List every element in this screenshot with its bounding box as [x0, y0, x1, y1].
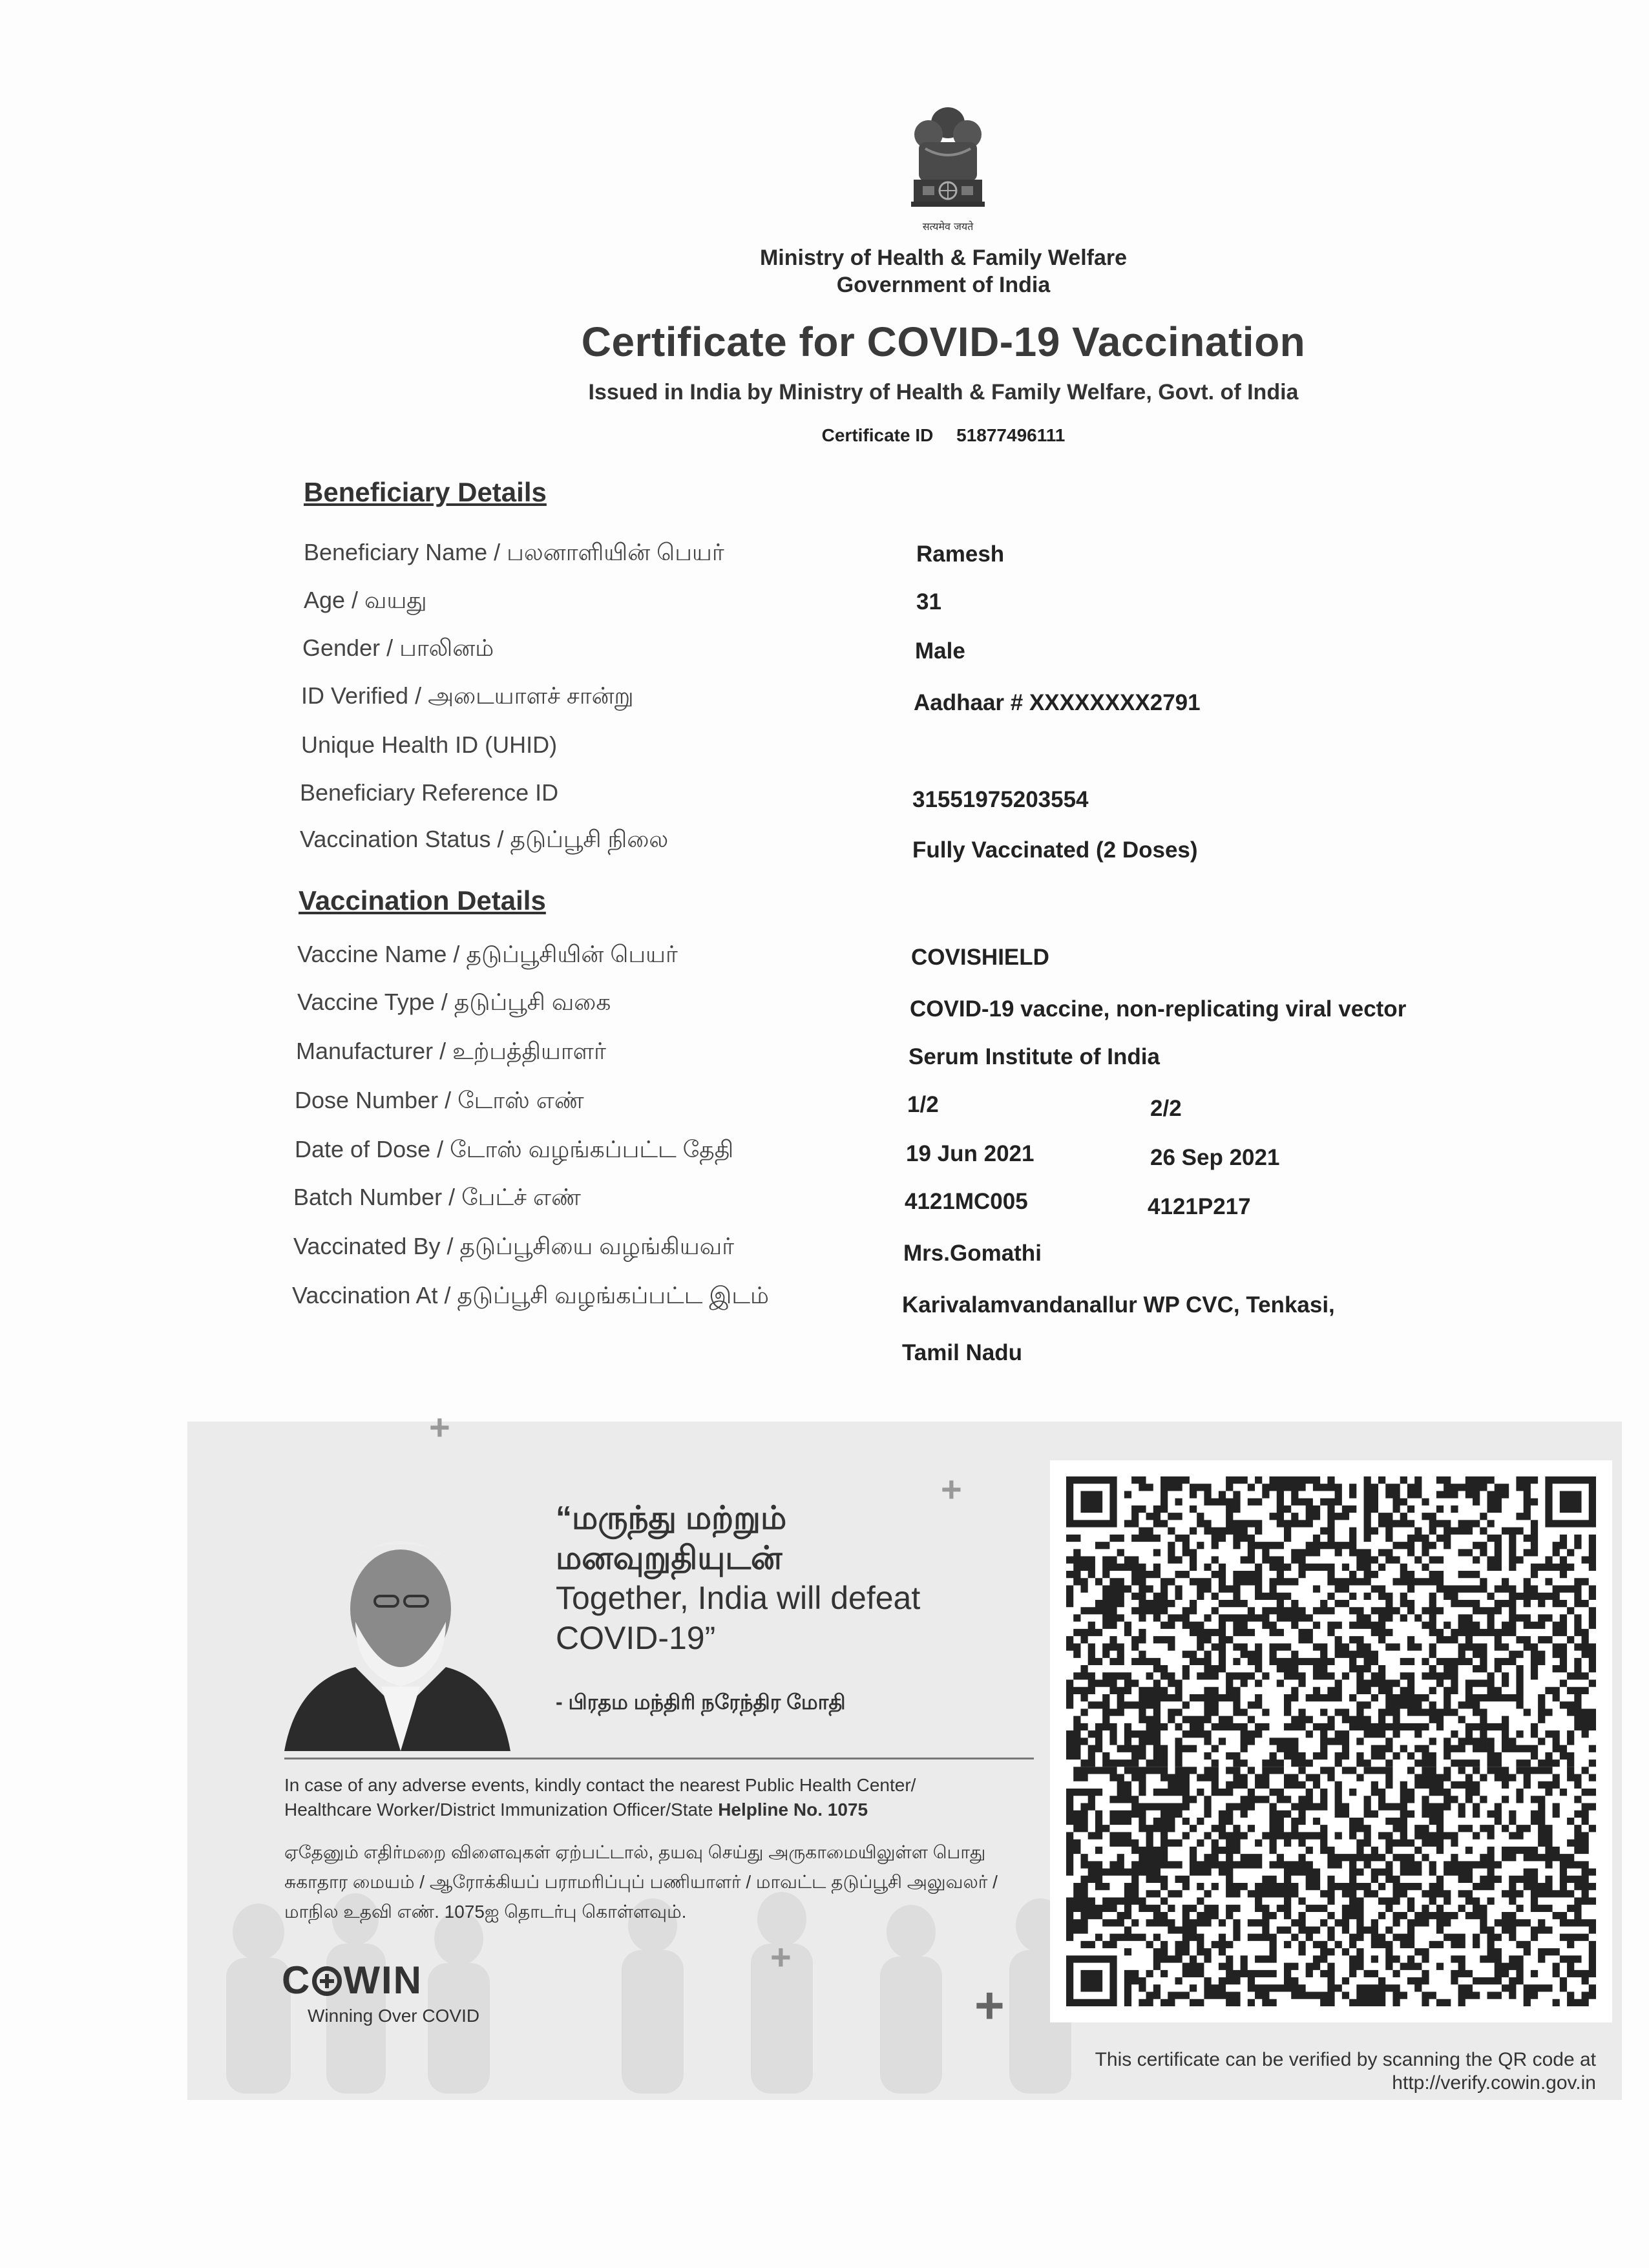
- quote-english-line-1: Together, India will defeat: [556, 1580, 921, 1616]
- gender-label: Gender / பாலினம்: [302, 635, 494, 661]
- plus-decoration-icon: +: [974, 1977, 1005, 2034]
- ministry-line-1: Ministry of Health & Family Welfare: [759, 246, 1128, 270]
- prime-minister-photo: [284, 1518, 510, 1751]
- banner-divider: [284, 1758, 1034, 1759]
- beneficiary-name-label: Beneficiary Name / பலனாளியின் பெயர்: [304, 539, 724, 565]
- beneficiary-reference-id-value: 31551975203554: [912, 787, 1089, 812]
- vaccination-details-heading: Vaccination Details: [299, 885, 546, 916]
- certificate-id-label: Certificate ID: [821, 425, 934, 445]
- manufacturer-value: Serum Institute of India: [909, 1044, 1160, 1069]
- pm-quote: [556, 1498, 1060, 1658]
- quote-tamil-line-2: மனவுறுதியுடன்: [556, 1540, 782, 1576]
- adverse-events-tamil: [284, 1838, 1047, 1927]
- qr-code: [1050, 1460, 1612, 2022]
- cowin-plus-icon: [312, 1966, 342, 1996]
- vaccine-name-value: COVISHIELD: [911, 945, 1049, 970]
- qr-modules: [1066, 1476, 1596, 2006]
- plus-decoration-icon: +: [770, 1937, 792, 1977]
- batch-number-label: Batch Number / பேட்ச் எண்: [293, 1184, 581, 1210]
- plus-decoration-icon: +: [429, 1407, 450, 1447]
- adverse-tamil-line-1: ஏதேனும் எதிர்மறை விளைவுகள் ஏற்பட்டால், தயவு செய்து அருகாமையிலுள்ள பொது: [284, 1842, 986, 1862]
- issued-by-text: Issued in India by Ministry of Health & Family Welfare, Govt. of India: [588, 380, 1299, 404]
- vaccination-status-value: Fully Vaccinated (2 Doses): [912, 837, 1198, 863]
- quote-english-line-2: COVID-19”: [556, 1620, 716, 1656]
- emblem-motto: सत्यमेव जयते: [922, 220, 974, 233]
- beneficiary-name-value: Ramesh: [916, 541, 1005, 567]
- adverse-tamil-line-3: மாநில உதவி எண். 1075ஐ தொடர்பு கொள்ளவும்.: [284, 1902, 687, 1922]
- adverse-tamil-line-2: சுகாதார மையம் / ஆரோக்கியப் பராமரிப்புப் பணியாளர் / மாவட்ட தடுப்பூசி அலுவலர் /: [284, 1872, 998, 1892]
- age-label: Age / வயது: [304, 587, 427, 613]
- vaccination-status-label: Vaccination Status / தடுப்பூசி நிலை: [300, 826, 669, 852]
- age-value: 31: [916, 589, 941, 614]
- cowin-logo-c: C: [282, 1958, 311, 2002]
- vaccination-at-line-1: Karivalamvandanallur WP CVC, Tenkasi,: [902, 1292, 1335, 1318]
- date-of-dose-label: Date of Dose / டோஸ் வழங்கப்பட்ட தேதி: [295, 1136, 734, 1162]
- qr-code-icon: [1050, 1460, 1612, 2022]
- vaccine-type-label: Vaccine Type / தடுப்பூசி வகை: [297, 989, 611, 1015]
- cowin-logo: [282, 1958, 423, 2002]
- cowin-tagline: Winning Over COVID: [308, 2006, 480, 2026]
- quote-tamil-line-1: “மருந்து மற்றும்: [556, 1500, 787, 1536]
- date-of-dose-1: 19 Jun 2021: [906, 1141, 1035, 1166]
- gender-value: Male: [915, 638, 965, 664]
- batch-number-1: 4121MC005: [905, 1189, 1028, 1214]
- vaccination-at-label: Vaccination At / தடுப்பூசி வழங்கப்பட்ட இடம்: [292, 1282, 769, 1308]
- id-verified-label: ID Verified / அடையாளச் சான்று: [301, 682, 634, 709]
- date-of-dose-2: 26 Sep 2021: [1150, 1145, 1280, 1170]
- beneficiary-details-heading: Beneficiary Details: [304, 477, 547, 507]
- vaccinated-by-value: Mrs.Gomathi: [903, 1241, 1042, 1266]
- national-emblem-icon: [899, 103, 996, 246]
- quote-attribution: - பிரதம மந்திரி நரேந்திர மோதி: [556, 1690, 846, 1714]
- vaccinated-by-label: Vaccinated By / தடுப்பூசியை வழங்கியவர்: [293, 1233, 734, 1259]
- batch-number-2: 4121P217: [1148, 1194, 1251, 1219]
- adverse-english-line-1: In case of any adverse events, kindly contact the nearest Public Health Center/: [284, 1775, 916, 1795]
- beneficiary-reference-id-label: Beneficiary Reference ID: [300, 779, 559, 806]
- certificate-id: [711, 425, 1176, 446]
- adverse-events-english: [284, 1773, 1047, 1822]
- verification-note: [969, 2048, 1596, 2095]
- ministry-name: [582, 244, 1305, 299]
- verify-url: http://verify.cowin.gov.in: [1392, 2072, 1596, 2094]
- uhid-label: Unique Health ID (UHID): [301, 731, 558, 758]
- vaccine-type-value: COVID-19 vaccine, non-replicating viral vector: [910, 996, 1407, 1022]
- manufacturer-label: Manufacturer / உற்பத்தியாளர்: [296, 1038, 606, 1064]
- id-verified-value: Aadhaar # XXXXXXXX2791: [914, 690, 1201, 715]
- cowin-logo-win: WIN: [343, 1958, 423, 2002]
- plus-decoration-icon: +: [941, 1469, 962, 1509]
- certificate-id-value: 51877496111: [956, 425, 1066, 445]
- dose-number-2: 2/2: [1150, 1096, 1182, 1121]
- vaccination-at-line-2: Tamil Nadu: [902, 1340, 1023, 1365]
- certificate-title: Certificate for COVID-19 Vaccination: [581, 319, 1306, 365]
- dose-number-1: 1/2: [907, 1092, 939, 1117]
- ministry-line-2: Government of India: [836, 273, 1051, 297]
- helpline-number: Helpline No. 1075: [718, 1800, 868, 1820]
- adverse-english-line-2: Healthcare Worker/District Immunization Officer/State: [284, 1800, 719, 1820]
- vaccine-name-label: Vaccine Name / தடுப்பூசியின் பெயர்: [297, 941, 678, 967]
- dose-number-label: Dose Number / டோஸ் எண்: [295, 1087, 584, 1113]
- verify-line-1: This certificate can be verified by scanning the QR code at: [1095, 2049, 1596, 2070]
